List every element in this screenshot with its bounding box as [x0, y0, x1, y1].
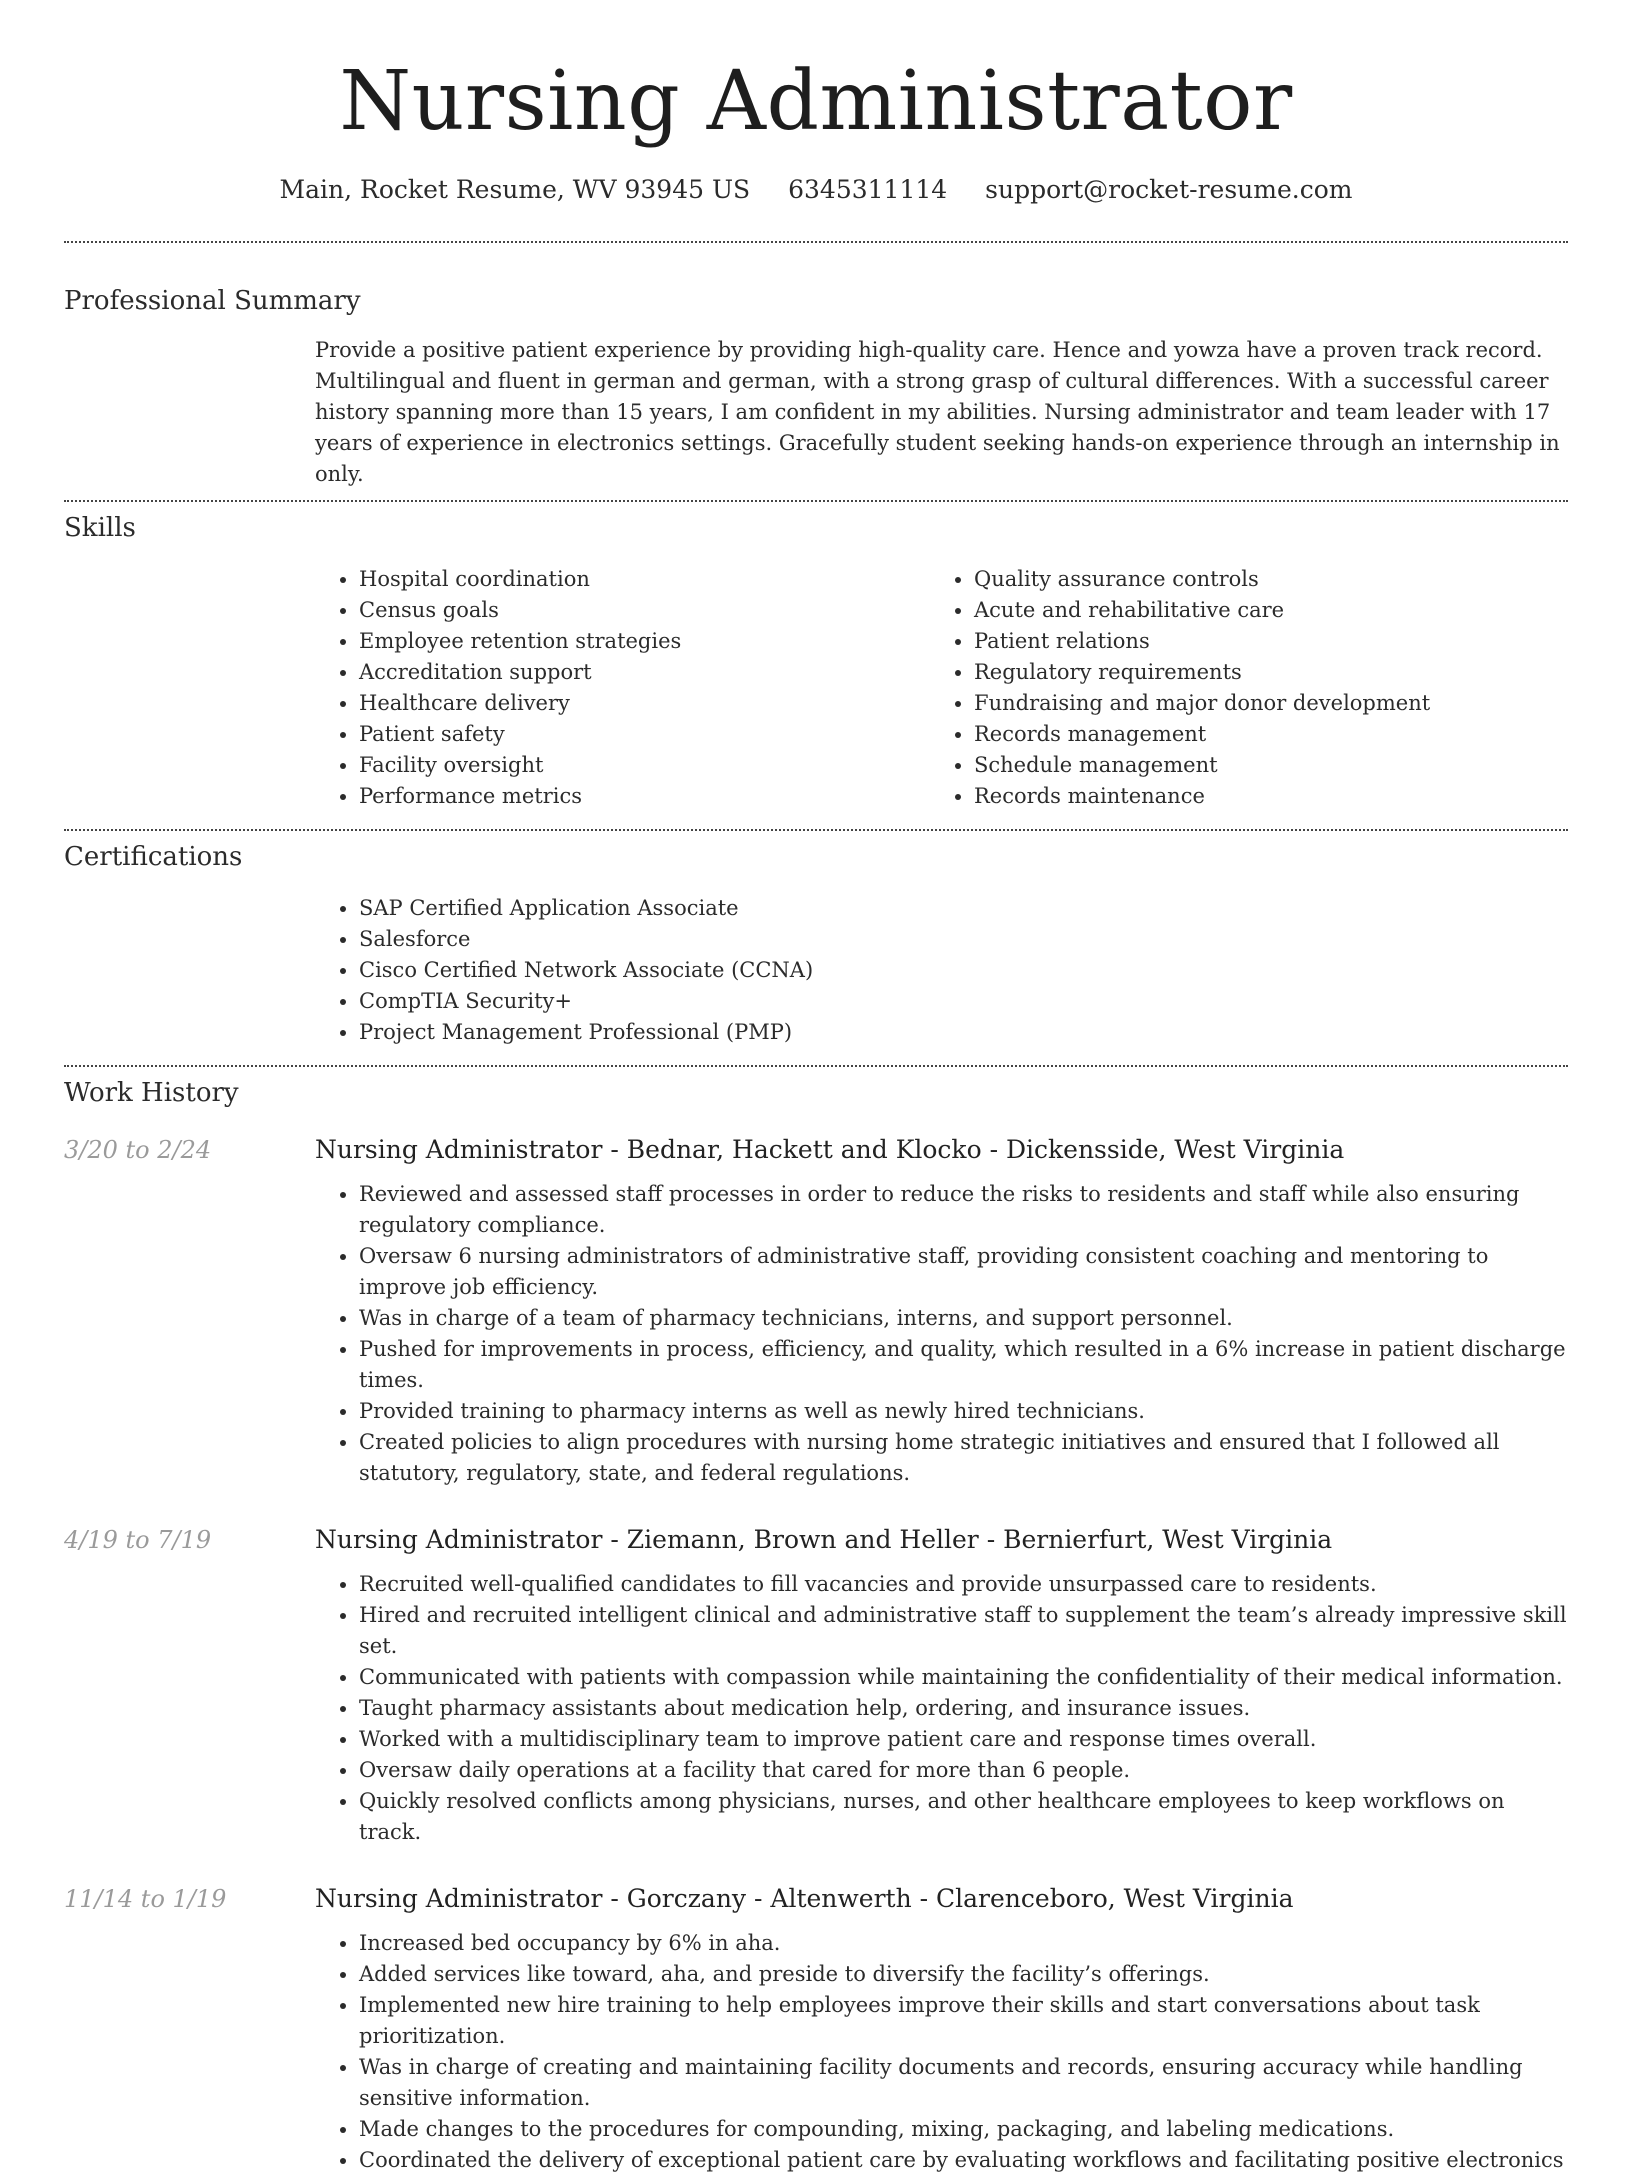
skill-item: • Census goals: [359, 595, 930, 626]
job-bullet: • Taught pharmacy assistants about medication help, ordering, and insurance issues.: [359, 1693, 1568, 1724]
job-body: [315, 1882, 1568, 2176]
job-dates: 11/14 to 1/19: [64, 1885, 227, 1913]
job-bullet: • Communicated with patients with compassion while maintaining the confidentiality of their medical information.: [359, 1662, 1568, 1693]
job-bullet: • Was in charge of a team of pharmacy technicians, interns, and support personnel.: [359, 1303, 1568, 1334]
skill-item: • Records management: [974, 719, 1545, 750]
work-history-heading: Work History: [64, 1078, 239, 1108]
skill-item: • Hospital coordination: [359, 564, 930, 595]
job-title: Nursing Administrator - Ziemann, Brown and Heller - Bernierfurt, West Virginia: [315, 1525, 1333, 1554]
job-dates: 3/20 to 2/24: [64, 1136, 212, 1164]
contact-address: Main, Rocket Resume, WV 93945 US: [279, 175, 751, 204]
job-bullet: • Reviewed and assessed staff processes in order to reduce the risks to residents and staff while also ensuring regulatory compliance.: [359, 1179, 1568, 1241]
skill-item: • Patient safety: [359, 719, 930, 750]
contact-phone: 6345311114: [788, 175, 948, 204]
job-title: Nursing Administrator - Bednar, Hackett and Klocko - Dickensside, West Virginia: [315, 1135, 1345, 1164]
skill-item: • Fundraising and major donor development: [974, 688, 1545, 719]
job-body: [315, 1133, 1568, 1489]
summary-divider: [64, 500, 1568, 502]
job-bullet: • Oversaw daily operations at a facility that cared for more than 6 people.: [359, 1755, 1568, 1786]
skill-item: • Quality assurance controls: [974, 564, 1545, 595]
job-entry: [64, 1523, 1568, 1848]
skills-list: [315, 564, 1568, 812]
summary-heading: Professional Summary: [64, 286, 361, 316]
job-bullet: • Recruited well-qualified candidates to fill vacancies and provide unsurpassed care to residents.: [359, 1569, 1568, 1600]
job-bullet: • Hired and recruited intelligent clinical and administrative staff to supplement the team’s already impressive skill set.: [359, 1600, 1568, 1662]
resume-name: Nursing Administrator: [339, 54, 1293, 149]
certifications-items: [315, 893, 1568, 1048]
job-bullet: • Pushed for improvements in process, efficiency, and quality, which resulted in a 6% increase in patient discharge times.: [359, 1334, 1568, 1396]
certification-item: • CompTIA Security+: [359, 986, 1568, 1017]
job-bullets: [315, 1569, 1568, 1848]
job-dates: 4/19 to 7/19: [64, 1526, 212, 1554]
job-bullets: [315, 1928, 1568, 2176]
job-bullet: • Made changes to the procedures for compounding, mixing, packaging, and labeling medications.: [359, 2114, 1568, 2145]
header-divider: [64, 241, 1568, 243]
skill-item: • Patient relations: [974, 626, 1545, 657]
job-bullet: • Added services like toward, aha, and preside to diversify the facility’s offerings.: [359, 1959, 1568, 1990]
certifications-list: [315, 893, 1568, 1048]
skill-item: • Facility oversight: [359, 750, 930, 781]
skill-item: • Accreditation support: [359, 657, 930, 688]
skill-item: • Regulatory requirements: [974, 657, 1545, 688]
contact-line: [64, 173, 1568, 207]
job-bullet: • Oversaw 6 nursing administrators of administrative staff, providing consistent coaching and mentoring to improve job efficiency.: [359, 1241, 1568, 1303]
job-bullet: • Worked with a multidisciplinary team to improve patient care and response times overall.: [359, 1724, 1568, 1755]
job-body: [315, 1523, 1568, 1848]
job-title: Nursing Administrator - Gorczany - Altenwerth - Clarenceboro, West Virginia: [315, 1884, 1294, 1913]
job-bullet: • Was in charge of creating and maintaining facility documents and records, ensuring accuracy while handling sensitive information.: [359, 2052, 1568, 2114]
job-bullet: • Implemented new hire training to help employees improve their skills and start conversations about task prioritization.: [359, 1990, 1568, 2052]
skill-item: • Schedule management: [974, 750, 1545, 781]
skill-item: • Acute and rehabilitative care: [974, 595, 1545, 626]
job-bullets: [315, 1179, 1568, 1489]
skill-item: • Performance metrics: [359, 781, 930, 812]
certification-item: • Project Management Professional (PMP): [359, 1017, 1568, 1048]
contact-email[interactable]: support@rocket-resume.com: [985, 175, 1353, 204]
skill-item: • Records maintenance: [974, 781, 1545, 812]
skills-divider: [64, 829, 1568, 831]
skills-heading: Skills: [64, 513, 136, 543]
job-bullet: • Coordinated the delivery of exceptional patient care by evaluating workflows and facilitating positive electronics: [359, 2145, 1568, 2176]
job-bullet: • Increased bed occupancy by 6% in aha.: [359, 1928, 1568, 1959]
certifications-heading: Certifications: [64, 842, 243, 872]
skill-item: • Employee retention strategies: [359, 626, 930, 657]
certification-item: • SAP Certified Application Associate: [359, 893, 1568, 924]
skills-column-left: [315, 564, 930, 812]
job-bullet: • Provided training to pharmacy interns as well as newly hired technicians.: [359, 1396, 1568, 1427]
job-bullet: • Created policies to align procedures with nursing home strategic initiatives and ensured that I followed all statutory, regulatory, state, and federal regulations.: [359, 1427, 1568, 1489]
job-entry: [64, 1133, 1568, 1489]
certifications-divider: [64, 1065, 1568, 1067]
summary-text: Provide a positive patient experience by providing high-quality care. Hence and yowza have a proven track record. Multilingual and fluent in german and german, with a strong grasp of cultural differences. With a successful career history spanning more than 15 years, I am confident in my abilities. Nursing administrator and team leader with 17 years of experience in electronics settings. Gracefully student seeking hands-on experience through an internship in only.: [315, 338, 1560, 486]
skill-item: • Healthcare delivery: [359, 688, 930, 719]
resume-page: [64, 0, 1568, 2176]
certification-item: • Salesforce: [359, 924, 1568, 955]
certification-item: • Cisco Certified Network Associate (CCNA): [359, 955, 1568, 986]
job-entry: [64, 1882, 1568, 2176]
skills-column-right: [930, 564, 1545, 812]
job-bullet: • Quickly resolved conflicts among physicians, nurses, and other healthcare employees to keep workflows on track.: [359, 1786, 1568, 1848]
